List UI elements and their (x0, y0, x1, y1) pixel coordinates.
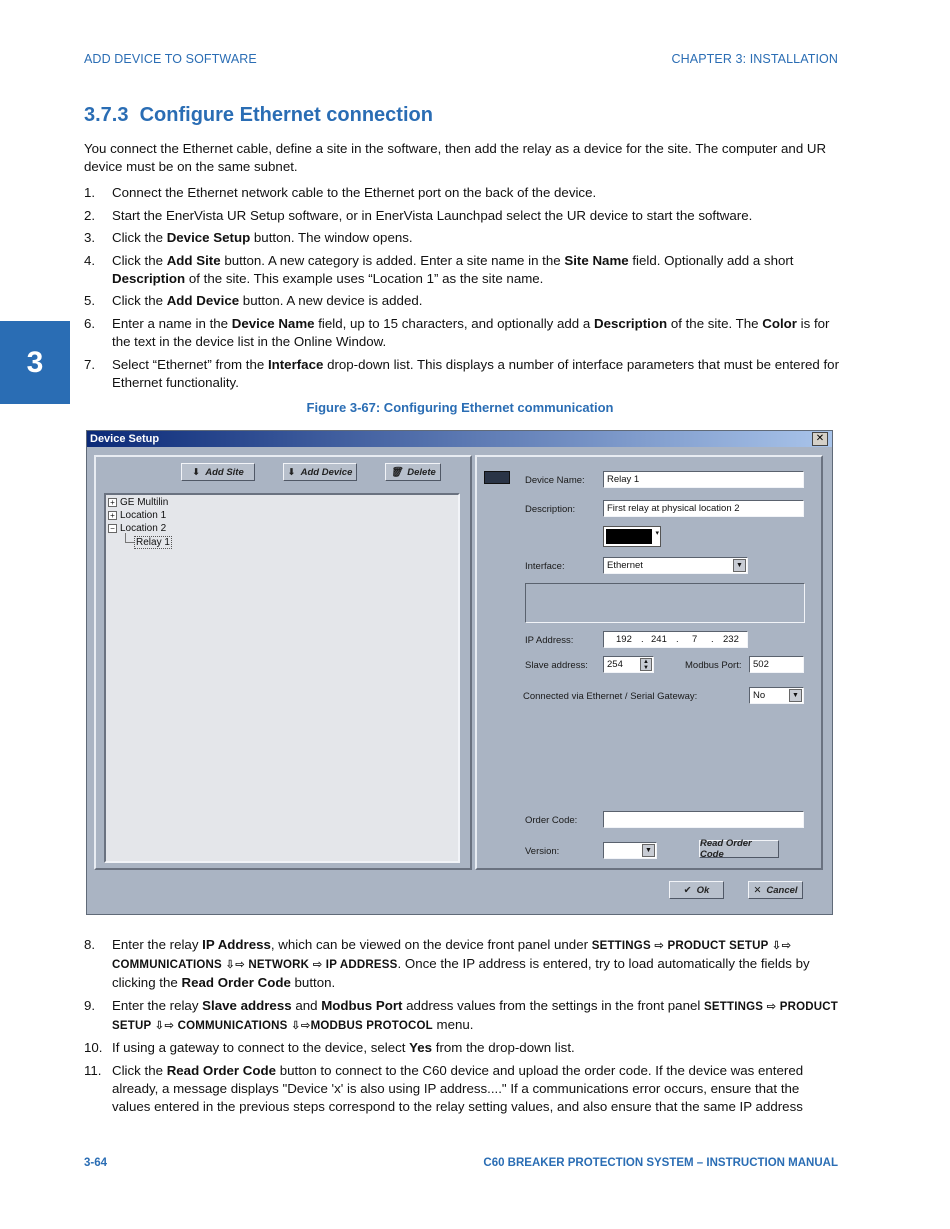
text-run: , which can be viewed on the device front panel under (270, 937, 592, 952)
device-properties-panel (475, 455, 823, 870)
bold-term: Site Name (564, 252, 629, 268)
list-item-text (112, 184, 840, 202)
text-run: and (291, 997, 322, 1013)
steps-list-after (84, 936, 840, 1120)
list-item-number: 7. (84, 356, 96, 372)
ok-label: Ok (696, 884, 710, 896)
ip-dot: . (641, 634, 644, 645)
delete-label: Delete (407, 466, 436, 478)
list-item-number: 1. (84, 185, 96, 200)
text-run: button to connect to the C60 device and upload the order code. If the device was entered already, a message displays "Device 'x' is also using IP address...." If a communications error occurs, ensure that the values entered in the previous steps correspond to the relay setting values, and also ensure that the same IP address (112, 1062, 804, 1114)
ip-octet-2[interactable]: 241 (651, 634, 667, 645)
chevron-down-icon[interactable]: ▼ (789, 689, 802, 702)
connected-via-label: Connected via Ethernet / Serial Gateway: (523, 691, 698, 702)
tree-item-ge-multilin[interactable] (108, 497, 168, 508)
bold-term: Description (593, 315, 668, 331)
list-item-number: 2. (84, 207, 96, 223)
list-item-number: 11. (84, 1062, 102, 1078)
list-item-number: 8. (84, 937, 96, 952)
bold-term: Description (112, 270, 186, 286)
list-item-text (112, 936, 840, 992)
tree-item-label: Location 2 (120, 523, 167, 534)
bold-term: Read Order Code (166, 1062, 277, 1078)
device-name-field[interactable]: Relay 1 (603, 471, 804, 488)
text-run: button. (290, 975, 336, 990)
add-site-label: Add Site (205, 466, 244, 478)
text-run: of the site. The (667, 315, 763, 331)
text-run: . Once the IP address is entered, try to load automatically the fields by clicking the (112, 956, 810, 990)
site-tree[interactable] (104, 493, 460, 863)
list-item (84, 1062, 840, 1116)
bold-term: Add Site (166, 252, 221, 268)
interface-parameters-box (525, 583, 805, 623)
section-number: 3.7.3 (84, 104, 129, 126)
slave-address-stepper[interactable] (603, 656, 654, 673)
bold-term: Interface (267, 356, 324, 372)
list-item-text (112, 356, 840, 392)
list-item-number: 10. (84, 1040, 103, 1056)
list-item-text (112, 997, 840, 1035)
running-header-left: ADD DEVICE TO SOFTWARE (84, 52, 257, 66)
list-item-text (112, 207, 840, 225)
list-item (84, 356, 840, 392)
text-run: menu. (432, 1016, 474, 1032)
list-item (84, 997, 840, 1035)
ok-button[interactable] (669, 881, 724, 899)
text-run: Click the (112, 230, 167, 246)
list-item-number: 4. (84, 252, 96, 268)
text-run: Enter a name in the (112, 315, 232, 331)
text-run: button. The window opens. (250, 230, 413, 246)
tree-item-location-2[interactable] (108, 523, 166, 534)
ip-dot: . (676, 634, 679, 645)
color-swatch (606, 529, 652, 544)
add-device-label: Add Device (300, 466, 353, 478)
read-order-code-button[interactable]: Read Order Code (699, 840, 779, 858)
list-item-text (112, 315, 840, 351)
checkmark-icon: ✔ (683, 884, 692, 896)
cancel-button[interactable] (748, 881, 803, 899)
chevron-down-icon: ▾ (655, 530, 659, 537)
text-run: button. A new category is added. Enter a site name in the (220, 252, 565, 268)
list-item (84, 292, 840, 310)
section-title (84, 104, 433, 127)
modbus-port-label: Modbus Port: (685, 660, 742, 671)
description-label: Description: (525, 504, 576, 515)
text-run: Click the (112, 1062, 167, 1078)
expand-icon[interactable]: + (108, 511, 117, 520)
close-icon[interactable]: ✕ (812, 432, 828, 446)
add-site-icon: ⬇ (192, 466, 201, 478)
text-run: Enter the relay (112, 997, 203, 1013)
bold-term: Device Name (231, 315, 315, 331)
gateway-select[interactable] (749, 687, 804, 704)
gateway-value: No (753, 690, 766, 701)
text-run: field, up to 15 characters, and optionally add a (314, 315, 594, 331)
tree-connector (125, 533, 134, 543)
section-heading: Configure Ethernet connection (139, 104, 433, 126)
order-code-field[interactable] (603, 811, 804, 828)
modbus-port-field[interactable]: 502 (749, 656, 804, 673)
bold-term: Device Setup (166, 230, 251, 246)
ip-octet-1[interactable]: 192 (616, 634, 632, 645)
bold-term: Yes (409, 1040, 433, 1056)
list-item-text (112, 229, 840, 247)
page-number: 3-64 (84, 1157, 108, 1169)
list-item (84, 936, 840, 992)
ip-octet-3[interactable]: 7 (692, 634, 698, 645)
chevron-down-icon[interactable]: ▼ (733, 559, 746, 572)
list-item-number: 6. (84, 315, 96, 331)
interface-label: Interface: (525, 561, 565, 572)
text-run: Click the (112, 293, 167, 309)
tree-item-label: Location 1 (120, 510, 167, 521)
tree-item-label: Relay 1 (136, 537, 170, 548)
bold-term: Add Device (166, 293, 240, 309)
list-item-text (112, 1062, 840, 1116)
slave-address-label: Slave address: (525, 660, 588, 671)
version-select[interactable] (603, 842, 657, 859)
text-run: from the drop-down list. (432, 1040, 575, 1056)
spinner-icon[interactable]: ▲ ▼ (640, 658, 652, 671)
tree-item-location-1[interactable] (108, 510, 166, 521)
ip-dot: . (711, 634, 714, 645)
list-item-text (112, 292, 840, 310)
menu-path: SETTINGS ⇨ PRODUCT SETUP ⇩⇨ COMMUNICATIONS ⇩⇨MODBUS PROTOCOL (112, 1000, 839, 1032)
list-item-number: 5. (84, 293, 96, 309)
delete-button[interactable] (385, 463, 441, 481)
list-item (84, 252, 840, 288)
description-field[interactable]: First relay at physical location 2 (603, 500, 804, 517)
tree-item-relay-1[interactable] (134, 536, 172, 549)
add-device-icon: ⬇ (287, 466, 296, 478)
list-item (84, 184, 840, 202)
list-item-text (112, 252, 840, 288)
text-run: drop-down list. This displays a number of interface parameters that must be entered for Ethernet functionality. (112, 356, 840, 390)
interface-select[interactable] (603, 557, 748, 574)
color-picker[interactable] (603, 526, 661, 547)
expand-icon[interactable]: + (108, 498, 117, 507)
ip-address-field[interactable] (603, 631, 748, 648)
chapter-tab: 3 (0, 321, 70, 404)
close-icon: ✕ (753, 884, 762, 896)
text-run: Select “Ethernet” from the (112, 356, 268, 372)
bold-term: Slave address (202, 997, 292, 1013)
slave-address-value: 254 (607, 659, 623, 670)
text-run: Enter the relay (112, 937, 203, 952)
running-header-right: CHAPTER 3: INSTALLATION (671, 52, 838, 66)
device-name-label: Device Name: (525, 475, 585, 486)
bold-term: IP Address (202, 937, 271, 952)
steps-list-before (84, 184, 840, 396)
order-code-label: Order Code: (525, 815, 578, 826)
text-run: Click the (112, 252, 167, 268)
running-footer: C60 BREAKER PROTECTION SYSTEM – INSTRUCTION MANUAL (483, 1157, 838, 1169)
text-run: of the site. This example uses “Location 1” as the site name. (185, 270, 544, 286)
list-item (84, 207, 840, 225)
add-site-button[interactable] (181, 463, 255, 481)
list-item-number: 9. (84, 997, 96, 1013)
tree-item-label: GE Multilin (120, 497, 169, 508)
relay-device-icon (484, 471, 510, 484)
text-run: Connect the Ethernet network cable to the Ethernet port on the back of the device. (112, 185, 597, 200)
text-run: field. Optionally add a short (628, 252, 794, 268)
text-run: button. A new device is added. (239, 293, 423, 309)
trash-icon: 🗑 (390, 466, 403, 478)
text-run: is for the text in the device list in the Online Window. (112, 315, 830, 349)
bold-term: Color (762, 315, 797, 331)
device-setup-dialog (86, 430, 833, 915)
dialog-title-bar (87, 431, 832, 447)
figure-caption: Figure 3-67: Configuring Ethernet communication (306, 400, 614, 415)
ip-octet-4[interactable]: 232 (723, 634, 739, 645)
list-item (84, 315, 840, 351)
chevron-down-icon[interactable]: ▼ (642, 844, 655, 857)
list-item-text (112, 1039, 840, 1057)
intro-paragraph: You connect the Ethernet cable, define a site in the software, then add the relay as a device for the site. The computer and UR device must be on the same subnet. (84, 141, 827, 174)
site-tree-panel (94, 455, 472, 870)
bold-term: Read Order Code (181, 975, 291, 990)
text-run: Start the EnerVista UR Setup software, or in EnerVista Launchpad select the UR device to start the software. (112, 207, 753, 223)
list-item (84, 229, 840, 247)
dialog-title: Device Setup (90, 433, 160, 445)
text-run: address values from the settings in the front panel (402, 997, 705, 1013)
menu-path: SETTINGS ⇨ PRODUCT SETUP ⇩⇨ COMMUNICATIONS ⇩⇨ NETWORK ⇨ IP ADDRESS (112, 940, 792, 971)
cancel-label: Cancel (766, 884, 798, 896)
ip-address-label: IP Address: (525, 635, 574, 646)
interface-value: Ethernet (607, 560, 643, 571)
add-device-button[interactable] (283, 463, 357, 481)
list-item (84, 1039, 840, 1057)
list-item-number: 3. (84, 230, 96, 246)
bold-term: Modbus Port (321, 997, 403, 1013)
text-run: If using a gateway to connect to the device, select (112, 1040, 410, 1056)
collapse-icon[interactable]: − (108, 524, 117, 533)
version-label: Version: (525, 846, 560, 857)
